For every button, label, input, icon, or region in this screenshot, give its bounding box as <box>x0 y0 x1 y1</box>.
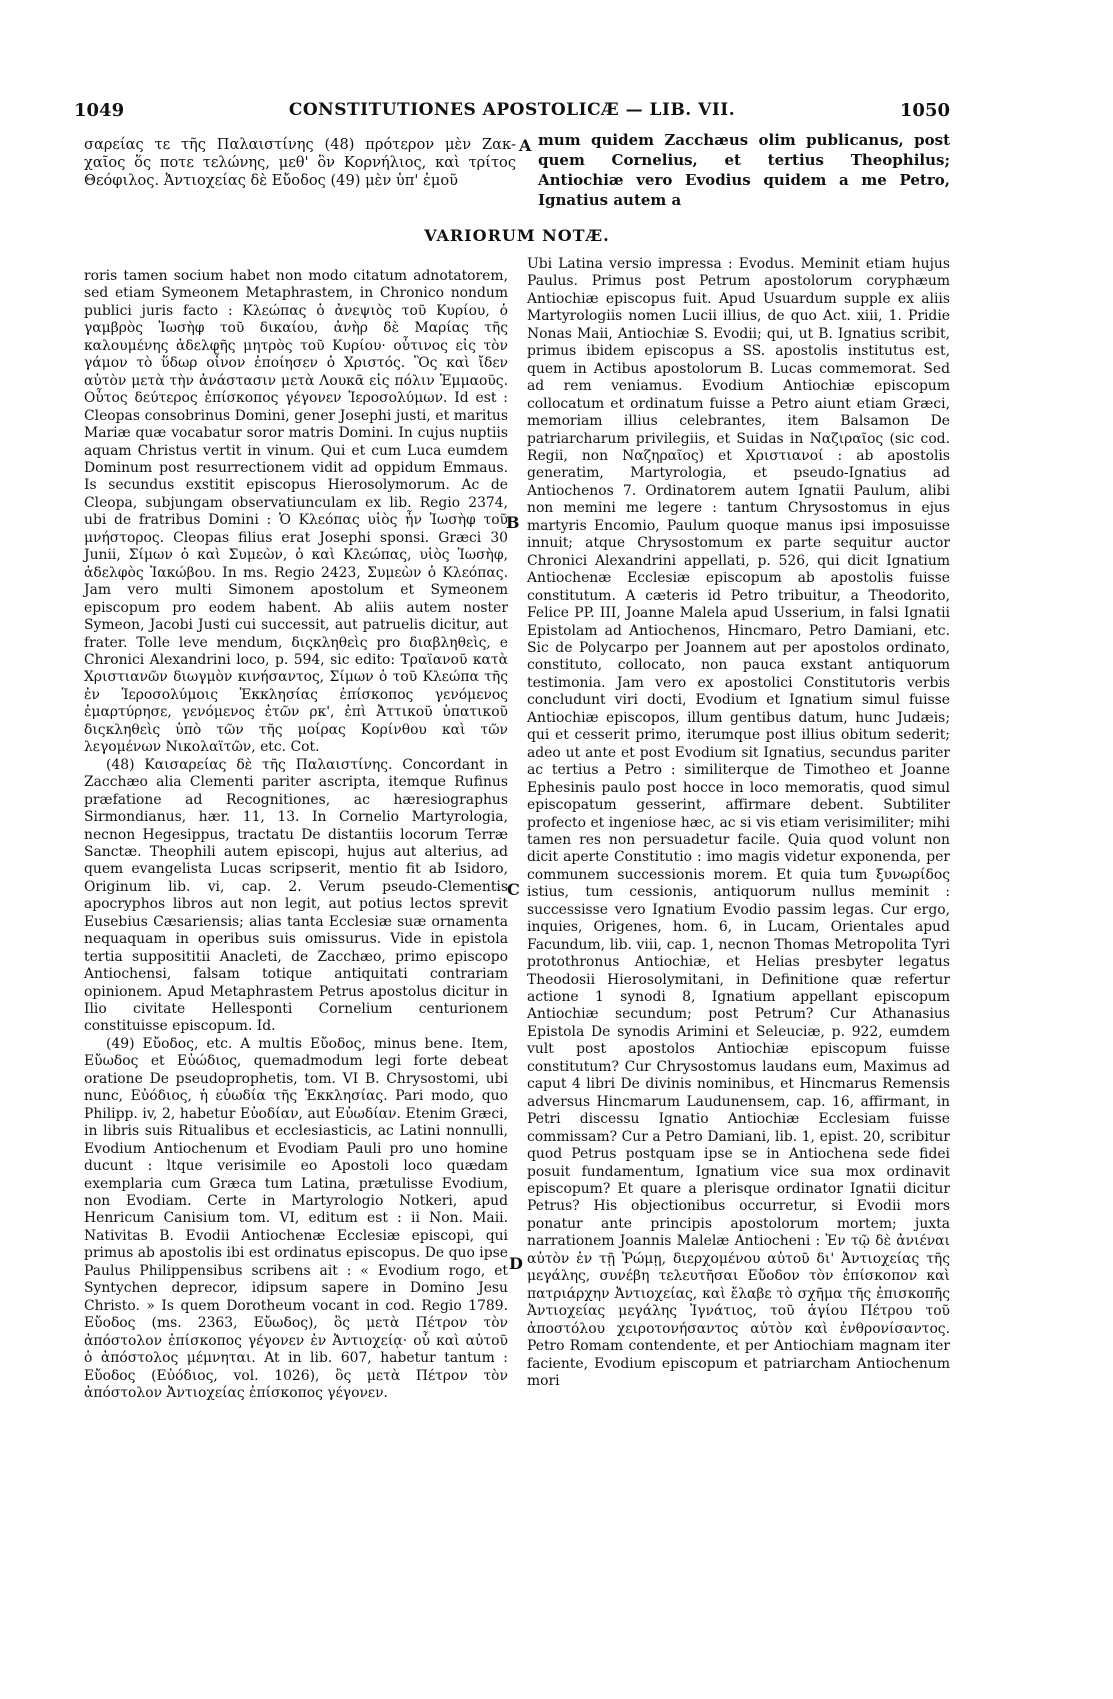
margin-marker-d: D <box>509 1254 523 1273</box>
running-title: CONSTITUTIONES APOSTOLICÆ — LIB. VII. <box>288 100 736 120</box>
margin-marker-b: B <box>506 513 520 532</box>
notes-section-title: VARIORUM NOTÆ. <box>424 226 610 245</box>
margin-marker-a: A <box>519 136 532 155</box>
note-paragraph: (49) Εὔοδος, etc. A multis Εὔοδος, minus bene. Item, Εὔωδος et Εὐώδιος, quemadmodum legi forte debeat oratione De pseudoprophetis, tom. VI B. Chrysostomi, ubi nunc, Εὐόδιος, ἡ εὐωδία τῆς Ἐκκλησίας. Pari modo, quo Philipp. iv, 2, habetur Εὐοδίαν, aut Εὐωδίαν. Etenim Græci, in libris suis Ritualibus et ecclesiasticis, ac Latini nonnulli, Evodium Antiochenum et Evodiam Pauli pro uno homine ducunt : ltque verisimile eo Apostoli loco quædam exemplaria cum Græca tum Latina, prætulisse Evodium, non Evodiam. Certe in Martyrologio Notkeri, apud Henricum Canisium tom. VI, editum est : ii Non. Maii. Nativitas B. Evodii Antiochenæ Ecclesiæ episcopi, qui primus ab apostolis ibi est ordinatus episcopus. De quo ipse Paulus Philippensibus scribens ait : « Evodium rogo, et Syntychen deprecor, idipsum sapere in Domino Jesu Christo. » Is quem Dorotheum vocant in cod. Regio 1789. Εὔοδος (ms. 2363, Εὔωδος), ὃς μετὰ Πέτρον τὸν ἀπόστολον ἐπίσκοπος γέγονεν ἐν Ἀντιοχείᾳ· οὗ καὶ αὐτοῦ ὁ ἀπόστολος μέμνηται. At in lib. 607, habetur tantum : Εὔοδος (Εὐόδιος, vol. 1026), ὃς μετὰ Πέτρον τὸν ἀπόστολον Ἀντιοχείας ἐπίσκοπος γέγονεν. <box>84 1035 508 1401</box>
top-greek-text <box>84 136 516 191</box>
top-latin-text <box>538 130 950 210</box>
notes-left-column <box>84 268 508 1402</box>
note-paragraph: roris tamen socium habet non modo citatum adnotatorem, sed etiam Symeonem Metaphrastem, in Chronico nondum publici juris facto : Κλεώπας ὁ ἀνεψιὸς τοῦ Κυρίου, ὁ γαμβρὸς Ἰωσὴφ τοῦ δικαίου, ἀνὴρ δὲ Μαρίας τῆς καλουμένης ἀδελφῆς μητρὸς τοῦ Κυρίου· οὗτινος εἰς τὸν γάμον τὸ ὕδωρ οἶνον ἐποίησεν ὁ Χριστός. Ὃς καὶ ἴδεν αὐτὸν μετὰ τὴν ἀνάστασιν μετὰ Λουκᾶ εἰς πόλιν Ἐμμαοῦς. Οὗτος δεύτερος ἐπίσκοπος γέγονεν Ἱεροσολύμων. Id est : Cleopas consobrinus Domini, gener Josephi justi, et maritus Mariæ quæ vocabatur soror matris Domini. In cujus nuptiis aquam Christus vertit in vinum. Qui et cum Luca eumdem Dominum post resurrectionem vidit ad oppidum Emmaus. Is secundus exstitit episcopus Hierosolymorum. Ac de Cleopa, subjungam observatiunculam ex lib. Regio 2374, ubi de fratribus Domini : Ὁ Κλεόπας υἱὸς ἦν Ἰωσὴφ τοῦ μνήστορος. Cleopas filius erat Josephi sponsi. Græci 30 Junii, Σίμων ὁ καὶ Συμεὼν, ὁ καὶ Κλεώπας, υἱὸς Ἰωσὴφ, ἀδελφὸς Ἰακώβου. In ms. Regio 2423, Συμεὼν ὁ Κλεόπας. Jam vero multi Simonem apostolum et Symeonem episcopum pro eodem habent. Ab aliis autem noster Symeon, Jacobi Justi cui successit, aut patruelis dicitur, aut frater. Tolle leve mendum, διςκληθεὶς pro διαβληθεὶς, e Chronici Alexandrini loco, p. 594, sic edito: Τραϊανοῦ κατὰ Χριστιανῶν διωγμὸν κινήσαντος, Σίμων ὁ τοῦ Κλεώπα τῆς ἐν Ἱεροσολύμοις Ἐκκλησίας ἐπίσκοπος γενόμενος ἐμαρτύρησε, γενόμενος ἐτῶν ρκ', ἐπὶ Ἀττικοῦ ὑπατικοῦ διςκληθεὶς ὑπὸ τῶν τῆς μοίρας Κορίνθου καὶ τῶν λεγομένων Νικολαϊτῶν, etc. Cot. <box>84 268 508 756</box>
note-paragraph: Ubi Latina versio impressa : Evodus. Meminit etiam hujus Paulus. Primus post Petrum apostolorum coryphæum Antiochiæ episcopus fuit. Apud Usuardum supple ex aliis Martyrologiis nomen Lucii illius, de quo Act. xiii, 1. Pridie Nonas Maii, Antiochiæ S. Evodii; qui, ut B. Ignatius scribit, primus ibidem episcopus a SS. apostolis institutus est, quem in Actibus apostolorum B. Lucas commemorat. Sed ad rem veniamus. Evodium Antiochiæ episcopum collocatum et ordinatum fuisse a Petro aiunt etiam Græci, memoriam illius celebrantes, item Balsamon De patriarcharum privilegiis, et Suidas in Ναζιραῖος (sic cod. Regii, non Ναζηραῖος) et Χριστιανοί : ab apostolis generatim, Martyrologia, et pseudo-Ignatius ad Antiochenos 7. Ordinatorem autem Ignatii Paulum, alibi non memini me legere : tantum Chrysostomus in ejus martyris Encomio, Paulum quoque manus ipsi imposuisse innuit; atque Chrysostomum ex parte sequitur auctor Chronici Alexandrini appellati, p. 526, qui dicit Ignatium Antiochenæ Ecclesiæ episcopum ab apostolis fuisse constitutum. A cæteris id Petro tribuitur, a Theodorito, Felice PP. III, Joanne Malela apud Usserium, in falsi Ignatii Epistolam ad Antiochenos, Hincmaro, Petro Damiani, etc. Sic de Polycarpo per Joannem aut per apostolos ordinato, constituto, collocato, non pauca exstant antiquorum testimonia. Jam vero ex apostolici Constitutoris verbis concludunt viri docti, Evodium et Ignatium simul fuisse Antiochiæ episcopos, illum gentibus datum, hunc Judæis; qui et cesserit primo, iterumque post illius obitum sederit; adeo ut ante et post Evodium sit Ignatius, secundus pariter ac tertius a Petro : similiterque de Timotheo et Joanne Ephesinis paulo post hocce in loco memoratis, quod simul episcopatum gesserint, affirmare debent. Subtiliter profecto et ingeniose hæc, ac si vis etiam verisimiliter; mihi tamen res non persuadetur facile. Quia quod volunt non dicit aperte Constitutio : imo magis videtur exponenda, per communem successionis morem. Et quia tum ξυνωρίδος istius, tum cessionis, antiquorum nullus meminit : successisse vero Ignatium Evodio passim legas. Cur ergo, inquies, Origenes, hom. 6, in Lucam, Orientales apud Facundum, lib. viii, cap. 1, necnon Thomas Metropolita Tyri protothronus Antiochiæ, et Helias presbyter legatus Theodosii Hierosolymitani, in Definitione quæ refertur actione 1 synodi 8, Ignatium appellant episcopum Antiochiæ secundum; post Petrum? Cur Athanasius Epistola De synodis Arimini et Seleuciæ, p. 922, eumdem vult post apostolos Antiochiæ episcopum fuisse constitutum? Cur Chrysostomus laudans eum, Maximus ad caput 4 libri De divinis nominibus, et Hincmarus Remensis adversus Hincmarum Laudunensem, cap. 16, affirmant, in Petri discessu Ignatio Antiochiæ Ecclesiam fuisse commissam? Cur a Petro Damiani, lib. 1, epist. 20, scribitur quod Petrus postquam ipse se in Antiochena sede fidei posuit fundamentum, Ignatium vice sua mox ordinavit episcopum? Et quare a plerisque ordinator Ignatii dicitur Petrus? His objectionibus occurretur, si Evodii mors ponatur ante principis apostolorum mortem; juxta narrationem Joannis Malelæ Antiocheni : Ἐν τῷ δὲ ἀνιέναι αὐτὸν ἐν τῇ Ῥώμῃ, διερχομένου αὐτοῦ δι' Ἀντιοχείας τῆς μεγάλης, συνέβη τελευτῆσαι Εὔοδον τὸν ἐπίσκοπον καὶ πατριάρχην Ἀντιοχείας, καὶ ἔλαβε τὸ σχῆμα τῆς ἐπισκοπῆς Ἀντιοχείας μεγάλης Ἰγνάτιος, τοῦ ἁγίου Πέτρου τοῦ ἀποστόλου χειροτονήσαντος αὐτὸν καὶ ἐνθρονίσαντος. Petro Romam contendente, et per Antiochiam magnam iter faciente, Evodium episcopum et patriarcham Antiochenum mori <box>527 256 950 1389</box>
margin-marker-c: C <box>507 880 520 899</box>
note-paragraph: (48) Καισαρείας δὲ τῆς Παλαιστίνης. Concordant in Zacchæo alia Clementi pariter ascripta, itemque Rufinus præfatione ad Recognitiones, ac hæresiographus Sirmondianus, hær. 11, 13. In Cornelio Martyrologia, necnon Hegesippus, tractatu De distantiis locorum Terræ Sanctæ. Theophili autem episcopi, hujus aut alterius, ad quem evangelista Lucas scripserit, mentio fit ab Isidoro, Originum lib. vi, cap. 2. Verum pseudo-Clementis apocryphos libros aut non legit, aut potius lectos sprevit Eusebius Cæsariensis; alias tanta Ecclesiæ suæ ornamenta nequaquam in operibus suis omissurus. Vide in epistola tertia supposititii Anacleti, de Zacchæo, primo episcopo Antiochensi, falsam totique antiquitati contrariam opinionem. Apud Metaphrastem Petrus apostolus dicitur in Ilio civitate Hellesponti Cornelium centurionem constituisse episcopum. Id. <box>84 756 508 1035</box>
page-number-right: 1050 <box>899 100 950 121</box>
notes-right-column <box>527 256 950 1390</box>
greek-paragraph: σαρείας τε τῆς Παλαιστίνης (48) πρότερον μὲν Ζακ- χαῖος ὅς ποτε τελώνης, μεθ' ὃν Κορνήλιος, καὶ τρίτος Θεόφιλος. Ἀντιοχείας δὲ Εὔοδος (49) μὲν ὑπ' ἐμοῦ <box>84 136 516 190</box>
latin-paragraph: mum quidem Zacchæus olim publicanus, post quem Cornelius, et tertius Theophilus; Antiochiæ vero Evodius quidem a me Petro, Ignatius autem a <box>538 131 950 209</box>
running-head <box>74 100 950 130</box>
page-number-left: 1049 <box>74 100 125 121</box>
